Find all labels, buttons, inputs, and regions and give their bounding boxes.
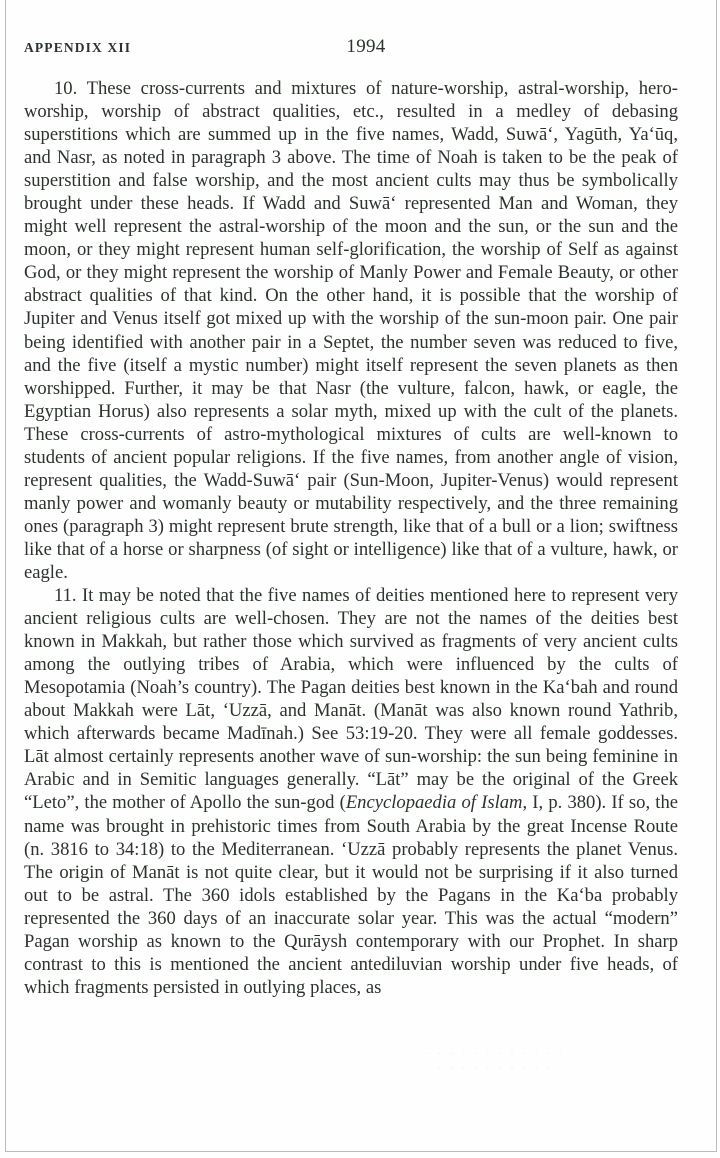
page-edge-left-rule bbox=[5, 0, 6, 1152]
show-through-line-1: · · · · · · · · · · · · bbox=[424, 1046, 566, 1060]
show-through-line-2: · · · · · · · · · · bbox=[436, 1061, 554, 1075]
paragraph-text-run: 10. These cross-currents and mixtures of nature-worship, astral-worship, hero-worship, worship of abstract qualities, etc., resulted in a medley of debasing superstitions which are summed up in the five names, Wadd, Suwā‘, Yagūth, Ya‘ūq, and Nasr, as noted in paragraph 3 above. The time of Noah is taken to be the peak of superstition and false worship, and the most ancient cults may thus be symbolically brought under these heads. If Wadd and Suwā‘ represented Man and Woman, they might well represent the astral-worship of the moon and the sun, or the sun and the moon, or they might represent human self-glorification, the worship of Self as against God, or they might represent the worship of Manly Power and Female Beauty, or other abstract qualities of that kind. On the other hand, it is possible that the worship of Jupiter and Venus itself got mixed up with the worship of the sun-moon pair. One pair being identified with another pair in a Septet, the number seven was reduced to five, and the five (itself a mystic number) might itself represent the seven planets as then worshipped. Further, it may be that Nasr (the vulture, falcon, hawk, or eagle, the Egyptian Horus) also represents a solar myth, mixed up with the cult of the planets. These cross-currents of astro-mythological mixtures of cults are well-known to students of ancient popular religions. If the five names, from another angle of vision, represent qualities, the Wadd-Suwā‘ pair (Sun-Moon, Jupiter-Venus) would represent manly power and womanly beauty or mutability respectively, and the three remaining ones (paragraph 3) might represent brute strength, like that of a bull or a lion; swiftness like that of a horse or sharpness (of sight or intelligence) like that of a vulture, hawk, or eagle. bbox=[24, 78, 678, 583]
paragraph-text-run: , I, p. 380). If so, the name was brought in prehistoric times from South Arabia by the great Incense Route (n. 3816 to 34:18) to the Mediterranean. ‘Uzzā probably represents the planet Venus. The origin of Manāt is not quite clear, but it would not be surprising if it also turned out to be astral. The 360 idols established by the Pagans in the Ka‘ba probably represented the 360 days of an inaccurate solar year. This was the actual “modern” Pagan worship as known to the Qurāysh contemporary with our Prophet. In sharp contrast to this is mentioned the ancient antediluvian worship under five heads, of which fragments persisted in outlying places, as bbox=[24, 792, 679, 998]
page-edge-bottom-rule bbox=[5, 1151, 717, 1152]
page-show-through-ghosting bbox=[330, 1046, 660, 1080]
body-text-block bbox=[24, 77, 678, 999]
running-head-appendix-label: APPENDIX XII bbox=[24, 40, 132, 55]
page-edge-right-rule bbox=[716, 0, 717, 1152]
page-number: 1994 bbox=[346, 36, 386, 57]
paragraph-11 bbox=[24, 584, 678, 999]
cited-work-title: Encyclopaedia of Islam bbox=[345, 792, 523, 814]
running-head bbox=[24, 36, 678, 62]
paragraph-10 bbox=[24, 77, 678, 584]
paragraph-text-run: 11. It may be noted that the five names of deities mentioned here to represent very ancient religious cults are well-chosen. They are not the names of the deities best known in Makkah, but rather those which survived as fragments of very ancient cults among the outlying tribes of Arabia, which were influenced by the cults of Mesopotamia (Noah’s country). The Pagan deities best known in the Ka‘bah and round about Makkah were Lāt, ‘Uzzā, and Manāt. (Manāt was also known round Yathrib, which afterwards became Madīnah.) See 53:19-20. They were all female goddesses. Lāt almost certainly represents another wave of sun-worship: the sun being feminine in Arabic and in Semitic languages generally. “Lāt” may be the original of the Greek “Leto”, the mother of Apollo the sun-god ( bbox=[24, 585, 678, 814]
